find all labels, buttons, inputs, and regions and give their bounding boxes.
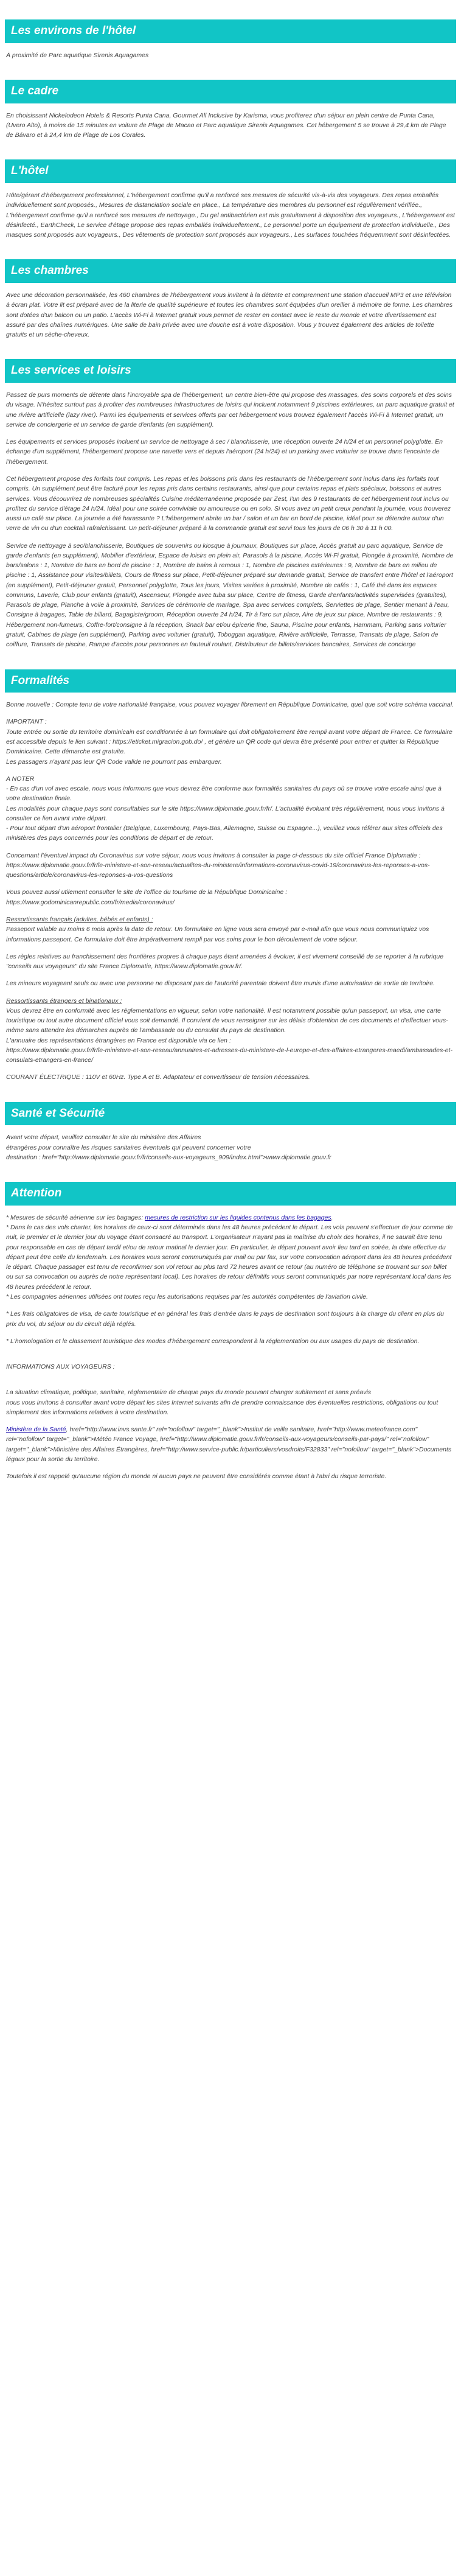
section-cadre bbox=[5, 80, 456, 140]
liquids-restriction-link[interactable]: mesures de restriction sur les liquides contenus dans les bagages bbox=[145, 1213, 331, 1221]
paragraph: Bonne nouvelle : Compte tenu de votre nationalité française, vous pouvez voyager librement en République Dominicaine, quel que soit votre schéma vaccinal. bbox=[6, 701, 454, 709]
paragraph: Concernant l'éventuel impact du Coronavirus sur votre séjour, nous vous invitons à consulter la page ci-dessous du site officiel France Diplomatie : https://www.diplomatie.gouv.fr/fr/le-ministere-et-son-reseau/actualites-du-ministere/informations-coronavirus-covid-19/coronavirus-les-reponses-a-vos-questions/article/coronavirus-les-reponses-a-vos-questions bbox=[6, 851, 430, 879]
section-body bbox=[5, 390, 456, 649]
paragraph: Hôte/gérant d'hébergement professionnel, L'hébergement confirme qu'il a renforcé ses mesures de sécurité vis-à-vis des voyageurs. Des repas emballés individuellement sont proposés., Mesures de distanciation sociale en place., La température des membres du personnel est régulièrement vérifiée., L'hébergement confirme qu'il a renforcé ses mesures de nettoyage., Du gel antibactérien est mis gratuitement à disposition des voyageurs., L'hébergement est désinfecté., EarthCheck, Le service d'étage propose des repas emballés individuellement., Le personnel porte un équipement de protection individuelle., Des masques sont proposés aux voyageurs., Des vêtements de protection sont proposés aux voyageurs., Les surfaces touchées fréquemment sont désinfectées. bbox=[6, 192, 455, 239]
paragraph: INFORMATIONS AUX VOYAGEURS : bbox=[6, 1363, 115, 1371]
section-title: L'hôtel bbox=[5, 159, 456, 183]
section-title: Les services et loisirs bbox=[5, 359, 456, 383]
paragraph: Les équipements et services proposés incluent un service de nettoyage à sec / blanchisserie, une réception ouverte 24 h/24 et un personnel polyglotte. En échange d'un supplément, l'hébergement propose une navette vers et depuis l'aéroport (24 h/24) et un parking avec voiturier se trouve dans l'enceinte de l'hébergement. bbox=[6, 438, 443, 466]
section-body bbox=[5, 290, 456, 340]
paragraph: * L'homologation et le classement touristique des modes d'hébergement correspondent à la réglementation ou aux usages du pays de destination. bbox=[6, 1337, 420, 1345]
paragraph: La situation climatique, politique, sanitaire, réglementaire de chaque pays du monde pouvant changer subitement et sans préavis nous vous invitons à consulter avant votre départ les sites Internet suivants afin de prendre connaissance des éventuelles restrictions, obligations ou tout simplement des informations relatives à votre destination. bbox=[6, 1389, 438, 1416]
section-body bbox=[5, 111, 456, 141]
paragraph: Les mineurs voyageant seuls ou avec une personne ne disposant pas de l'autorité parentale doivent être munis d'une autorisation de sortie de territoire. bbox=[6, 980, 435, 988]
links-paragraph bbox=[6, 1425, 455, 1464]
section-environs bbox=[5, 19, 456, 60]
section-body bbox=[5, 1133, 456, 1162]
intro-rest: . * Dans le cas des vols charter, les horaires de ceux-ci sont déterminés dans les 48 heures précédent le départ. Les vols peuvent s'effectuer de jour comme de nuit, le premier et le dernier jour du voyage étant consacré au transport. L'organisateur n'ayant pas la maîtrise du choix des horaires, il ne saurait être tenu pour responsable en cas de départ tardif et/ou de retour matinal le dernier jour. En particulier, le départ pouvant avoir lieu tard en soirée, la date effective du départ peut être celle du lendemain. Les horaires vous seront communiqués par mail ou par fax, sur votre convocation aéroport dans les 48 heures précédent le départ. Chaque passager est tenu de reconfirmer son vol retour au plus tard 72 heures avant ce retour (au numéro de téléphone se trouvant sur son billet ou sur sa convocation ou auprès de notre représentant local). Les horaires de retour définitifs vous seront communiqués par notre représentant local dans les 48 heures précédent le retour. * Les compagnies aériennes utilisées ont toutes reçu les autorisations requises par les autorités compétentes de l'aviation civile. bbox=[6, 1213, 453, 1301]
section-title: Formalités bbox=[5, 669, 456, 693]
paragraph: A NOTER - En cas d'un vol avec escale, nous vous informons que vous devrez être conforme aux formalités sanitaires du pays où se trouve votre escale ainsi que à votre destination finale. Les modalités pour chaque pays sont consultables sur le site https://www.diplomatie.gouv.fr/fr/. L'actualité évoluant très régulièrement, nous vous invitons à consulter ce lien avant votre départ. - Pour tout départ d'un aéroport frontalier (Belgique, Luxembourg, Pays-Bas, Allemagne, Suisse ou Espagne...), veuillez vous référer aux sites officiels des ministères des pays concernés pour les conditions de départ et de retour. bbox=[6, 775, 445, 842]
section-hotel bbox=[5, 159, 456, 240]
section-attention bbox=[5, 1182, 456, 1481]
section-services bbox=[5, 359, 456, 649]
section-sante bbox=[5, 1102, 456, 1162]
paragraph: Les règles relatives au franchissement des frontières propres à chaque pays étant amenées à évoluer, il est vivement conseillé de se reporter à la rubrique "conseils aux voyageurs" du site France Diplomatie, https://www.diplomatie.gouv.fr/. bbox=[6, 952, 444, 971]
section-title: Attention bbox=[5, 1182, 456, 1206]
section-title: Les chambres bbox=[5, 259, 456, 283]
paragraph: IMPORTANT : Toute entrée ou sortie du territoire dominicain est conditionnée à un formulaire qui doit obligatoirement être rempli avant votre départ de France. Ce formulaire est accessible depuis le lien suivant : https://eticket.migracion.gob.do/ , et génère un QR code qui devra être présenté pour entrer et quitter la République Dominicaine. Cette démarche est gratuite. Les passagers n'ayant pas leur QR Code valide ne pourront pas embarquer. bbox=[6, 718, 452, 766]
paragraph: Service de nettoyage à sec/blanchisserie, Boutiques de souvenirs ou kiosque à journaux, Boutiques sur place, Accès gratuit au parc aquatique, Service de garde d'enfants (en supplément), Mobilier d'extérieur, Espace de loisirs en plein air, Parasols à la piscine, Accès Wi-Fi gratuit, Plongée à proximité, Nombre de bars/salons : 1, Nombre de bars en bord de piscine : 1, Nombre de bains à remous : 1, Nombre de piscines extérieures : 9, Nombre de bars en milieu de piscine : 1, Assistance pour visites/billets, Cours de fitness sur place, Petit-déjeuner préparé sur demande gratuit, Service de transfert entre l'hôtel et l'aéroport (en supplément), Petit-déjeuner gratuit, Personnel polyglotte, Tous les jours, Visites variées à proximité, Nombre de cafés : 1, Café thé dans les espaces communs, Laverie, Club pour enfants (gratuit), Ascenseur, Plongée avec tuba sur place, Centre de fitness, Garde d'enfants/activités supervisées (gratuites), Parasols de plage, Planche à voile à proximité, Services de cérémonie de mariage, Spa avec services complets, Serviettes de plage, Sentier menant à l'eau, Consigne à bagages, Table de billard, Bagagiste/groom, Réception ouverte 24 h/24, Tir à l'arc sur place, Aire de jeux sur place, Nombre de restaurants : 9, Hébergement non-fumeurs, Coffre-fort/consigne à la réception, Snack bar et/ou épicerie fine, Sauna, Piscine pour enfants, Hammam, Parking sans voiturier gratuit, Cabines de plage (en supplément), Parking avec voiturier (gratuit), Toboggan aquatique, Rivière artificielle, Terrasse, Transats de plage, Salon de coiffure, Transats de piscine, Rampe d'accès pour personnes en fauteuil roulant, Distributeur de billets/services bancaires, Services de concierge bbox=[6, 542, 454, 649]
section-body bbox=[5, 190, 456, 240]
paragraph-intro bbox=[6, 1213, 455, 1302]
section-title: Le cadre bbox=[5, 80, 456, 103]
underlined-heading: Ressortissants étrangers et binationaux : bbox=[6, 997, 122, 1005]
paragraph: À proximité de Parc aquatique Sirenis Aquagames bbox=[6, 51, 149, 59]
paragraph: * Les frais obligatoires de visa, de carte touristique et en général les frais d'entrée dans le pays de destination sont toujours à la charge du client en plus du prix du vol, du séjour ou du circuit déjà réglés. bbox=[6, 1310, 444, 1328]
intro-prefix: * Mesures de sécurité aérienne sur les bagages: bbox=[6, 1213, 145, 1221]
section-body bbox=[5, 700, 456, 1083]
ministere-sante-link[interactable]: Ministère de la Santé bbox=[6, 1426, 66, 1434]
section-title: Les environs de l'hôtel bbox=[5, 19, 456, 43]
section-formalites bbox=[5, 669, 456, 1083]
section-chambres bbox=[5, 259, 456, 340]
spacer bbox=[6, 1353, 455, 1362]
paragraph: Passez de purs moments de détente dans l'incroyable spa de l'hébergement, un centre bien-être qui propose des massages, des soins corporels et des soins du visage. N'hésitez surtout pas à profiter des nombreuses infrastructures de loisirs qui incluent notamment 9 piscines extérieures, un parc aquatique gratuit et une rivière artificielle (lazy river). Parmi les équipements et services offerts par cet hébergement vous trouvez également l'accès Wi-Fi à Internet gratuit, un service de conciergerie et un service de garde d'enfants (en supplément). bbox=[6, 391, 454, 428]
section-title: Santé et Sécurité bbox=[5, 1102, 456, 1126]
attention-paragraphs bbox=[6, 1309, 455, 1417]
paragraph: Ressortissants étrangers et binationaux : Vous devrez être en conformité avec les réglementations en vigueur, selon votre nationalité. Il est notamment possible qu'un passeport, un visa, une carte touristique ou tout autre document officiel vous soit demandé. Il convient de vous renseigner sur les délais d'obtention de ces documents et d'effectuer vous-même sans attendre les démarches auprès de l'ambassade ou du consulat du pays de destination. L'annuaire des représentations étrangères en France est disponible via ce lien : https://www.diplomatie.gouv.fr/fr/le-ministere-et-son-reseau/annuaires-et-adresses-du-ministere-de-l-europe-et-des-affaires-etrangeres-maedi/ambassades-et-consulats-etrangers-en-france/ bbox=[6, 997, 452, 1064]
closing-paragraph: Toutefois il est rappelé qu'aucune région du monde ni aucun pays ne peuvent être considérés comme étant à l'abri du risque terroriste. bbox=[6, 1473, 387, 1481]
paragraph: Avant votre départ, veuillez consulter le site du ministère des Affaires étrangères pour connaître les risques sanitaires éventuels qui peuvent concerner votre destination : href="http://www.diplomatie.gouv.fr/fr/conseils-aux-voyageurs_909/index.html">www.diplomatie.gouv.fr bbox=[6, 1134, 331, 1161]
paragraph: En choisissant Nickelodeon Hotels & Resorts Punta Cana, Gourmet All Inclusive by Karisma, vous profiterez d'un séjour en plein centre de Punta Cana, (Uvero Alto), à moins de 15 minutes en voiture de Plage de Macao et Parc aquatique Sirenis Aquagames. Cet hébergement 5 se trouve à 29,4 km de Plage de Bávaro et à 24,4 km de Plage de Los Corales. bbox=[6, 111, 446, 139]
section-body bbox=[5, 1213, 456, 1482]
paragraph: COURANT ÉLECTRIQUE : 110V et 60Hz. Type A et B. Adaptateur et convertisseur de tension nécessaires. bbox=[6, 1073, 310, 1081]
spacer bbox=[6, 1379, 455, 1387]
paragraph: Avec une décoration personnalisée, les 460 chambres de l'hébergement vous invitent à la détente et comprennent une station d'accueil MP3 et une télévision à écran plat. Votre lit est préparé avec de la literie de qualité supérieure et toutes les chambres sont équipées d'un oreiller à mémoire de forme. Les chambres sont dotées d'un balcon ou un patio. L'accès Wi-Fi à Internet gratuit vous permet de rester en contact avec le reste du monde et votre divertissement est assuré par des chaînes numériques. Une salle de bain privée avec une douche est à votre disposition. Vous y trouvez également des articles de toilette gratuits et un sèche-cheveux. bbox=[6, 291, 453, 339]
paragraph: Vous pouvez aussi utilement consulter le site de l'office du tourisme de la République Dominicaine : https://www.godominicanrepublic.com/fr/media/coronavirus/ bbox=[6, 888, 288, 906]
paragraph: Ressortissants français (adultes, bébés et enfants) : Passeport valable au moins 6 mois après la date de retour. Un formulaire en ligne vous sera envoyé par e-mail afin que vous nous communiquiez vos informations passeport. Ce formulaire doit être impérativement rempli par vos soins pour le bon déroulement de votre séjour. bbox=[6, 916, 429, 943]
section-body bbox=[5, 51, 456, 60]
paragraph: Cet hébergement propose des forfaits tout compris. Les repas et les boissons pris dans les restaurants de l'hébergement sont inclus dans les forfaits tout compris. Un supplément peut être facturé pour les repas pris dans certains restaurants, ainsi que pour certains repas et plats spéciaux, boissons et autres services. Vous découvrirez de nombreuses spécialités Cuisine méditerranéenne proposée par Zest, l'un des 9 restaurants de cet hébergement tout inclus ou profitez du service d'étage 24 h/24. Idéal pour une soirée conviviale ou amoureuse ou en solo. Si vous avez un petit creux pendant la journée, vous trouverez aussi un café sur place. La journée a été harassante ? L'hébergement abrite un bar / salon et un bar en bord de piscine, idéal pour se détendre autour d'un verre de vin ou d'un cocktail rafraîchissant. Un petit-déjeuner préparé à la commande gratuit est servi tous les jours de 06 h 30 à 11 h 00. bbox=[6, 475, 451, 532]
underlined-heading: Ressortissants français (adultes, bébés et enfants) : bbox=[6, 916, 153, 923]
links-rest: , href="http://www.invs.sante.fr" rel="nofollow" target="_blank">Institut de veille sanitaire, href="http://www.meteofrance.com" rel="nofollow" target="_blank">Météo France Voyage, href="http://www.diplomatie.gouv.fr/fr/conseils-aux-voyageurs/conseils-par-pays/" rel="nofollow" target="_blank">Ministère des Affaires Étrangères, href="http://www.service-public.fr/particuliers/vosdroits/F32833" rel="nofollow" target="_blank">Documents légaux pour la sortie du territoire. bbox=[6, 1426, 452, 1463]
